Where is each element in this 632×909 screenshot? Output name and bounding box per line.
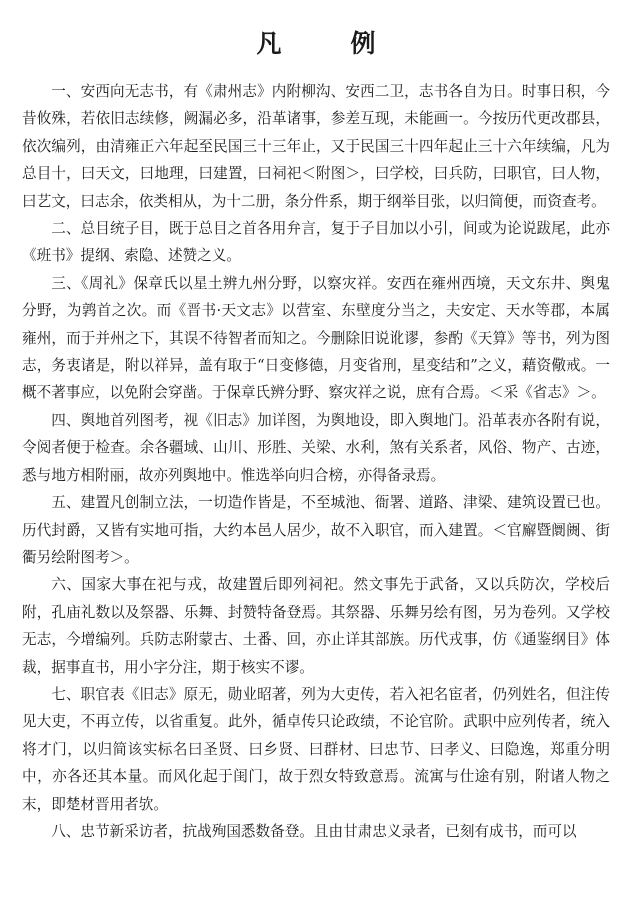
page-title: 凡 例 [256, 29, 398, 58]
paragraph-2: 二、总目统子目，既于总目之首各用弁言，复于子目加以小引，间或为论说跋尾，此亦《班书》提纲、索隐、述赞之义。 [22, 220, 610, 265]
paragraph-3: 三、《周礼》保章氏以星土辨九州分野，以察灾祥。安西在雍州西境，天文东井、舆鬼分野，为鹑首之次。而《晋书·天文志》以营室、东壁度分当之，夫安定、天水等郡，本属雍州，而于并州之下，其误不待智者而知之。今删除旧说讹谬，参酌《天算》等书，列为图志，务衷诸是，附以祥异，盖有取于“日变修德，月变省刑，星变结和”之义，藉资儆戒。一概不著事应，以免附会穿凿。于保章氏辨分野、察灾祥之说，庶有合焉。＜采《省志》＞。 [22, 274, 610, 402]
paragraph-7: 七、职官表《旧志》原无，勋业昭著，列为大吏传，若入祀名宦者，仍列姓名，但注传见大吏，不再立传，以省重复。此外，循卓传只论政绩，不论官阶。武职中应列传者，统入将才门，以归简该实标名曰圣贤、曰乡贤、曰群材、曰忠节、曰孝义、曰隐逸，郑重分明中，亦各还其本量。而风化起于闺门，故于烈女特致意焉。流寓与仕途有别，附诸人物之末，即楚材晋用者欤。 [22, 685, 610, 813]
paragraph-5: 五、建置凡创制立法，一切造作皆是，不至城池、衙署、道路、津梁、建筑设置已也。历代封爵，又皆有实地可指，大约本邑人居少，故不入职官，而入建置。＜官廨暨阛阓、街衢另绘附图考＞。 [22, 494, 610, 566]
paragraph-8: 八、忠节新采访者，抗战殉国悉数备登。且由甘肃忠义录者，已刻有成书，而可以 [51, 822, 577, 840]
paragraph-1: 一、安西向无志书，有《肃州志》内附柳沟、安西二卫，志书各自为日。时事日积，今昔攸殊，若依旧志续修，阙漏必多，沿革诸事，参差互现，未能画一。今按历代更改郡县，依次编列，由清雍正六年起至民国三十三年止，又于民国三十四年起止三十六年续编，凡为总目十，曰天文，曰地理，曰建置，曰祠祀＜附图＞，曰学校，曰兵防，曰职官，曰人物，曰艺文，曰志余，依类相从，为十二册，条分件系，期于纲举目张，以归简便，而资查考。 [22, 83, 610, 210]
paragraph-4: 四、舆地首列图考，视《旧志》加详图，为舆地设，即入舆地门。沿革表亦各附有说，令阅者便于检查。余各疆域、山川、形胜、关梁、水利，煞有关系者，风俗、物产、古迹，悉与地方相附丽，故亦列舆地中。惟选举向归合榜，亦得备录焉。 [22, 411, 610, 484]
paragraph-6: 六、国家大事在祀与戎，故建置后即列祠祀。然文事先于武备，又以兵防次，学校后附，孔庙礼数以及祭器、乐舞、封赞特备登焉。其祭器、乐舞另绘有图，另为卷列。又学校无志，今增编列。兵防志附蒙古、土番、回，亦止详其部族。历代戎事，仿《通鉴纲目》体裁，据事直书，用小字分注，期于核实不谬。 [22, 576, 610, 676]
